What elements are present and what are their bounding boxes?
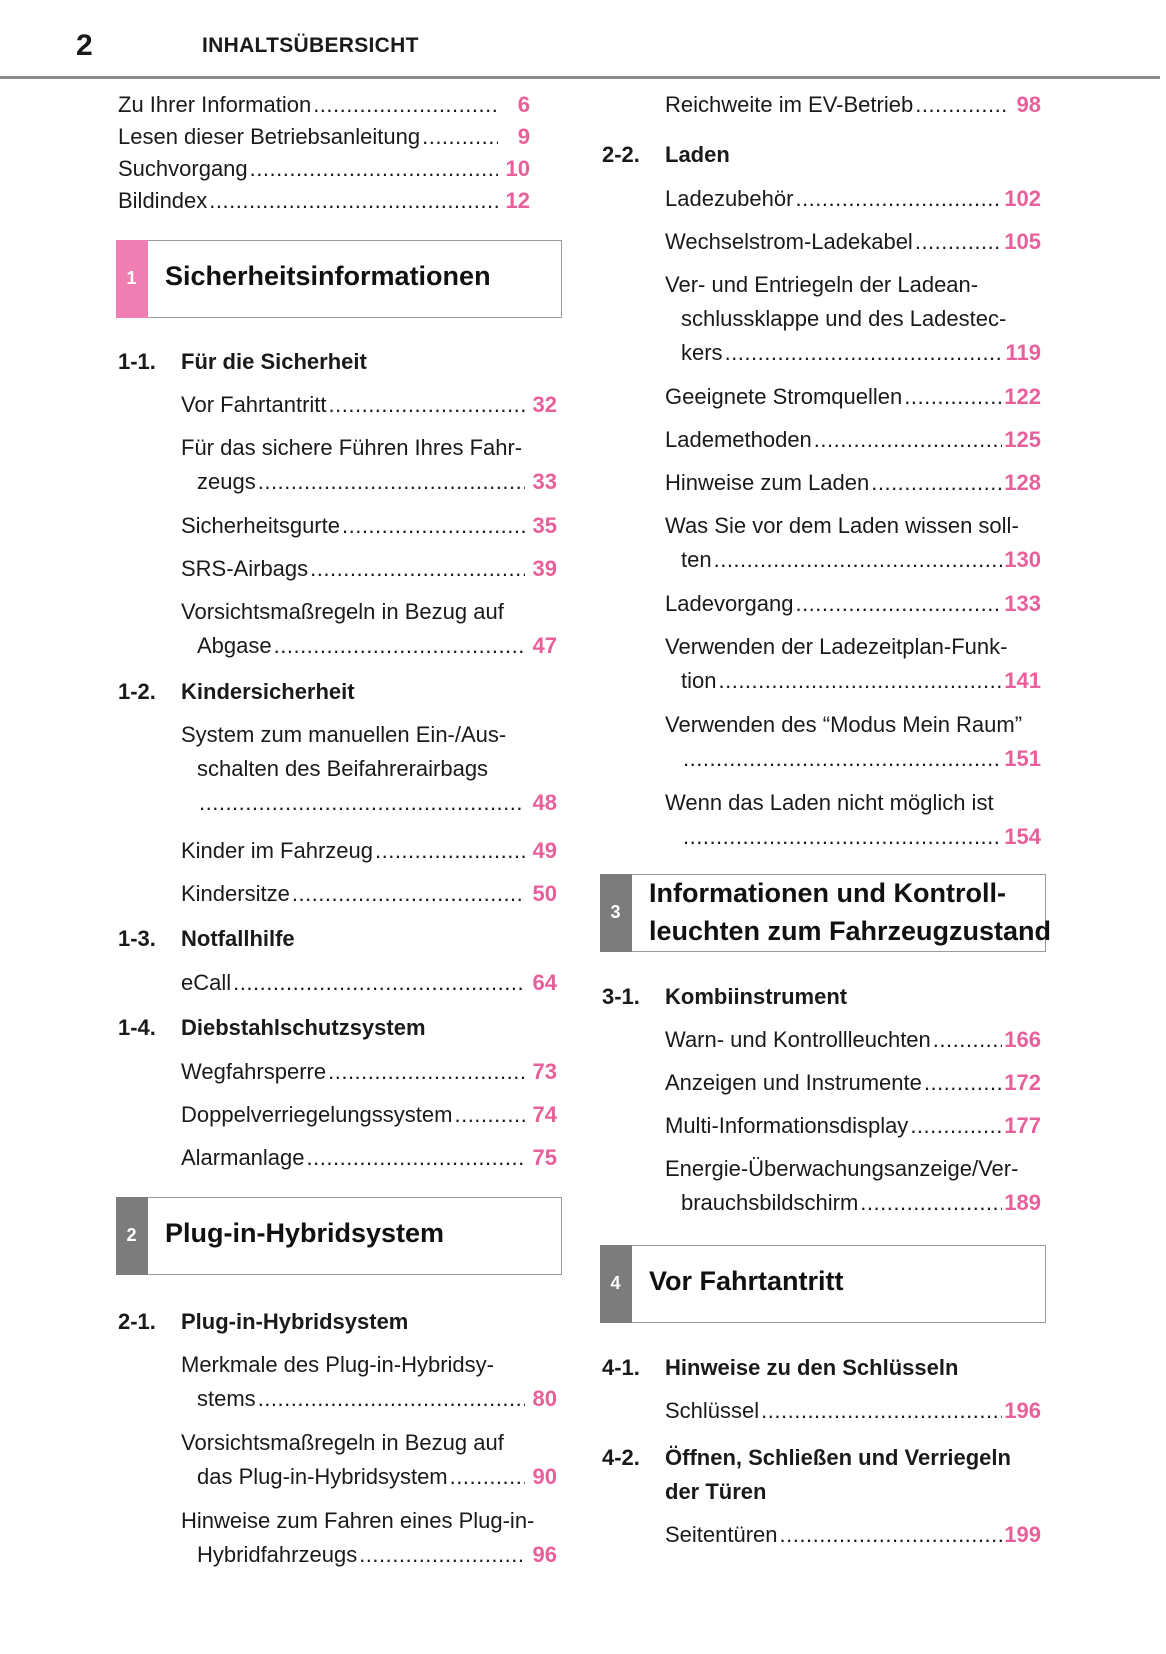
chapter-title-line1: Informationen und Kontroll- — [649, 878, 1006, 908]
section-heading[interactable]: 1-3. Notfallhilfe — [118, 926, 295, 951]
toc-entry[interactable]: Multi-Informationsdisplay ..... 177 — [665, 1109, 1041, 1143]
section-heading[interactable]: 1-2. Kindersicherheit — [118, 679, 355, 704]
toc-entry[interactable]: Seitentüren ..... 199 — [665, 1518, 1041, 1552]
toc-entry[interactable]: Reichweite im EV-Betrieb ..... 98 — [665, 88, 1041, 122]
section-heading[interactable]: 2-2. Laden — [602, 142, 730, 167]
toc-entry[interactable]: Wegfahrsperre ..... 73 — [181, 1055, 557, 1089]
toc-entry[interactable]: Hinweise zum Fahren eines Plug-in- Hybridfahrzeugs ..... 96 — [181, 1504, 557, 1572]
chapter-number-tab: 4 — [600, 1245, 632, 1323]
toc-entry[interactable]: Vorsichtsmaßregeln in Bezug auf das Plug-in-Hybridsystem ..... 90 — [181, 1426, 557, 1494]
toc-entry[interactable]: Energie-Überwachungsanzeige/Ver- brauchsbildschirm ..... 189 — [665, 1152, 1041, 1220]
chapter-box-4[interactable] — [600, 1245, 1046, 1323]
toc-entry-title: Lesen dieser Betriebsanleitung — [118, 124, 421, 149]
toc-entry[interactable]: SRS-Airbags ..... 39 — [181, 552, 557, 586]
chapter-box-1[interactable] — [116, 240, 562, 318]
section-heading[interactable]: 1-4. Diebstahlschutzsystem — [118, 1015, 426, 1040]
toc-entry[interactable]: Für das sichere Führen Ihres Fahr- zeugs ..... 33 — [181, 431, 557, 499]
chapter-title: Plug-in-Hybridsystem — [165, 1218, 445, 1248]
toc-entry-page: 10 — [505, 156, 530, 181]
toc-entry[interactable]: Verwenden des “Modus Mein Raum” ..... 151 — [665, 708, 1041, 776]
chapter-box-3[interactable] — [600, 874, 1052, 952]
toc-entry-page: 9 — [517, 124, 530, 149]
toc-entry[interactable]: Lademethoden ..... 125 — [665, 423, 1041, 457]
page-number: 2 — [76, 29, 93, 62]
section-heading[interactable]: 1-1. Für die Sicherheit — [118, 349, 367, 374]
toc-entry-title: Zu Ihrer Information — [118, 92, 312, 117]
toc-entry[interactable]: Doppelverriegelungssystem ..... 74 — [181, 1098, 557, 1132]
toc-entry[interactable]: Verwenden der Ladezeitplan-Funk- tion ..... 141 — [665, 630, 1041, 698]
toc-entry[interactable]: Merkmale des Plug-in-Hybridsy- stems ..... 80 — [181, 1348, 557, 1416]
toc-entry[interactable]: Ladezubehör ..... 102 — [665, 182, 1041, 216]
chapter-number-tab: 1 — [116, 240, 148, 318]
chapter-title: Sicherheitsinformationen — [165, 261, 491, 291]
chapter-number-tab: 3 — [600, 874, 632, 952]
toc-entry-title: Suchvorgang — [118, 156, 248, 181]
toc-entry[interactable]: Kindersitze ..... 50 — [181, 877, 557, 911]
chapter-title: Vor Fahrtantritt — [649, 1266, 844, 1296]
toc-entry[interactable]: Wechselstrom-Ladekabel ..... 105 — [665, 225, 1041, 259]
section-heading[interactable]: 4-1. Hinweise zu den Schlüsseln — [602, 1355, 959, 1380]
toc-entry[interactable]: Anzeigen und Instrumente ..... 172 — [665, 1066, 1041, 1100]
toc-entry[interactable] — [118, 88, 530, 122]
chapter-title-line2: leuchten zum Fahrzeugzustand — [649, 916, 1052, 946]
section-heading[interactable]: 2-1. Plug-in-Hybridsystem — [118, 1309, 409, 1334]
page-header — [0, 0, 1166, 82]
toc-entry[interactable]: Sicherheitsgurte ..... 35 — [181, 509, 557, 543]
toc-entry[interactable]: Schlüssel ..... 196 — [665, 1394, 1041, 1428]
toc-entry[interactable]: Warn- und Kontrollleuchten ..... 166 — [665, 1023, 1041, 1057]
toc-entry[interactable]: Ver- und Entriegeln der Ladean- schlussklappe und des Ladestec- kers ..... 119 — [665, 268, 1041, 370]
section-heading[interactable]: 3-1. Kombiinstrument — [602, 984, 848, 1009]
toc-entry-title: Bildindex — [118, 188, 208, 213]
chapter-box-2[interactable] — [116, 1197, 562, 1275]
toc-entry[interactable]: Ladevorgang ..... 133 — [665, 587, 1041, 621]
toc-entry[interactable]: Kinder im Fahrzeug ..... 49 — [181, 834, 557, 868]
toc-entry[interactable] — [118, 120, 530, 154]
toc-entry[interactable] — [118, 184, 530, 218]
toc-entry[interactable]: System zum manuellen Ein-/Aus- schalten des Beifahrerairbags ..... 48 — [181, 718, 557, 820]
toc-entry[interactable]: Geeignete Stromquellen ..... 122 — [665, 380, 1041, 414]
toc-entry[interactable] — [118, 152, 530, 186]
toc-entry[interactable]: Vorsichtsmaßregeln in Bezug auf Abgase ..... 47 — [181, 595, 557, 663]
toc-entry[interactable]: Vor Fahrtantritt ..... 32 — [181, 388, 557, 422]
toc-entry[interactable]: Hinweise zum Laden ..... 128 — [665, 466, 1041, 500]
toc-entry[interactable]: eCall ..... 64 — [181, 966, 557, 1000]
toc-entry[interactable]: Was Sie vor dem Laden wissen soll- ten ..... 130 — [665, 509, 1041, 577]
section-heading[interactable]: 4-2. Öffnen, Schließen und Verriegeln der Türen — [602, 1445, 1011, 1504]
header-title: INHALTSÜBERSICHT — [202, 34, 419, 57]
toc-entry-page: 6 — [517, 92, 530, 117]
toc-entry-page: 12 — [505, 188, 530, 213]
header-divider — [0, 76, 1160, 79]
toc-entry[interactable]: Alarmanlage ..... 75 — [181, 1141, 557, 1175]
chapter-number-tab: 2 — [116, 1197, 148, 1275]
toc-entry[interactable]: Wenn das Laden nicht möglich ist ..... 154 — [665, 786, 1041, 854]
